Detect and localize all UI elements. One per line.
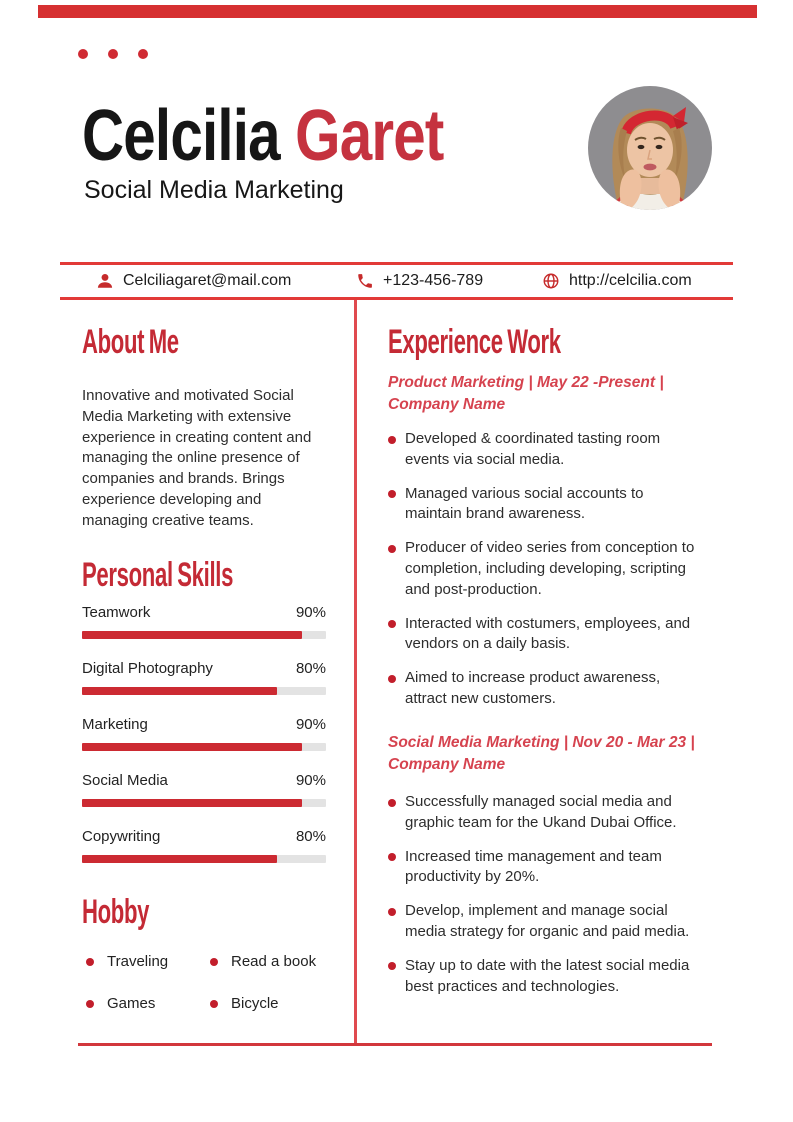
person-icon xyxy=(96,272,114,290)
job-title xyxy=(388,732,718,775)
bullet-item xyxy=(388,792,696,834)
job-title xyxy=(388,372,718,415)
avatar xyxy=(588,86,712,210)
skill-bar-track xyxy=(82,743,326,751)
hobby-item xyxy=(210,995,316,1012)
bullet-item xyxy=(388,956,696,998)
contact-phone xyxy=(356,265,483,297)
skill-row xyxy=(82,828,326,863)
job-company-line: Company Name xyxy=(388,395,506,413)
dot-icon xyxy=(138,49,148,59)
bullet-text: Interacted with costumers, employees, and vendors on a daily basis. xyxy=(405,614,691,653)
skill-label: Teamwork xyxy=(82,604,151,621)
profile-photo xyxy=(588,86,712,210)
hobby-list xyxy=(86,953,316,1012)
skill-bar-fill xyxy=(82,855,277,863)
hobby-label: Bicycle xyxy=(231,995,279,1012)
skill-row xyxy=(82,604,326,639)
bullet-icon xyxy=(388,799,396,807)
bullet-icon xyxy=(388,962,396,970)
skill-percent: 80% xyxy=(295,828,326,845)
bullet-icon xyxy=(210,1000,218,1008)
bullet-icon xyxy=(388,908,396,916)
contact-website xyxy=(542,265,692,297)
bullet-item xyxy=(388,614,696,656)
hobby-heading: Hobby xyxy=(82,893,150,931)
dot-icon xyxy=(108,49,118,59)
bullet-text: Managed various social accounts to maintain brand awareness. xyxy=(405,484,644,523)
skill-bar-fill xyxy=(82,743,302,751)
bullet-item xyxy=(388,538,696,600)
experience-heading: Experience Work xyxy=(388,323,561,361)
job-bullet-list xyxy=(388,429,696,723)
skills-heading: Personal Skills xyxy=(82,556,234,594)
bullet-text: Aimed to increase product awareness, attract new customers. xyxy=(405,669,661,707)
hobby-label: Read a book xyxy=(231,953,317,970)
person-name xyxy=(82,96,444,176)
bullet-icon xyxy=(388,853,396,861)
skill-percent: 80% xyxy=(295,660,326,677)
skills-list xyxy=(82,604,326,884)
bullet-text: Producer of video series from conception to completion, including developing, scripting and post-production. xyxy=(405,539,695,598)
website-text: http://celcilia.com xyxy=(569,272,692,289)
skill-bar-track xyxy=(82,799,326,807)
skill-row xyxy=(82,660,326,695)
phone-icon xyxy=(356,272,374,290)
job-title-line: Social Media Marketing | Nov 20 - Mar 23 | xyxy=(388,734,695,751)
bullet-icon xyxy=(210,958,218,966)
bullet-icon xyxy=(388,545,396,553)
bullet-item xyxy=(388,429,696,471)
first-name: Celcilia xyxy=(82,96,296,176)
decor-dots xyxy=(78,49,148,59)
skill-row xyxy=(82,772,326,807)
skill-percent: 90% xyxy=(295,604,326,621)
skill-percent: 90% xyxy=(295,716,326,733)
bullet-icon xyxy=(388,436,396,444)
skill-label: Marketing xyxy=(82,716,148,733)
skill-bar-track xyxy=(82,687,326,695)
skill-row xyxy=(82,716,326,751)
hobby-label: Traveling xyxy=(107,953,169,970)
contact-bar xyxy=(60,262,733,300)
skill-bar-fill xyxy=(82,799,302,807)
bullet-item xyxy=(388,668,696,710)
hobby-label: Games xyxy=(107,995,156,1012)
phone-text: +123-456-789 xyxy=(383,272,484,289)
bullet-text: Developed & coordinated tasting room events via social media. xyxy=(405,430,661,468)
email-text: Celciliagaret@mail.com xyxy=(123,272,292,289)
column-divider xyxy=(354,300,357,1044)
bullet-icon xyxy=(388,675,396,683)
bullet-text: Successfully managed social media and graphic team for the Ukand Dubai Office. xyxy=(405,793,677,831)
skill-percent: 90% xyxy=(295,772,326,789)
globe-icon xyxy=(542,272,560,290)
skill-label: Copywriting xyxy=(82,828,161,845)
skill-bar-track xyxy=(82,855,326,863)
job-company-line: Company Name xyxy=(388,755,506,773)
skill-label: Digital Photography xyxy=(82,660,213,677)
skill-bar-track xyxy=(82,631,326,639)
hobby-item xyxy=(86,953,210,970)
bullet-icon xyxy=(388,620,396,628)
about-heading: About Me xyxy=(82,323,179,361)
hobby-item xyxy=(210,953,316,970)
bottom-rule xyxy=(78,1043,712,1046)
hobby-item xyxy=(86,995,210,1012)
job-title-line: Product Marketing | May 22 -Present | xyxy=(388,374,664,391)
bullet-icon xyxy=(86,958,94,966)
top-accent-bar xyxy=(38,5,757,18)
last-name: Garet xyxy=(295,96,444,176)
bullet-item xyxy=(388,901,696,943)
job-title-subtitle: Social Media Marketing xyxy=(84,176,344,204)
bullet-icon xyxy=(388,490,396,498)
skill-bar-fill xyxy=(82,687,277,695)
bullet-item xyxy=(388,847,696,889)
bullet-icon xyxy=(86,1000,94,1008)
skill-bar-fill xyxy=(82,631,302,639)
about-text: Innovative and motivated Social Media Marketing with extensive experience in creating content and managing the online presence of companies and brands. Brings experience developing and managing creative teams. xyxy=(82,387,312,529)
dot-icon xyxy=(78,49,88,59)
bullet-text: Stay up to date with the latest social media best practices and technologies. xyxy=(405,956,690,995)
bullet-text: Develop, implement and manage social media strategy for organic and paid media. xyxy=(405,902,690,940)
bullet-item xyxy=(388,484,696,526)
skill-label: Social Media xyxy=(82,772,168,789)
bullet-text: Increased time management and team productivity by 20%. xyxy=(405,847,662,886)
contact-email xyxy=(96,265,291,297)
job-bullet-list xyxy=(388,792,696,1010)
